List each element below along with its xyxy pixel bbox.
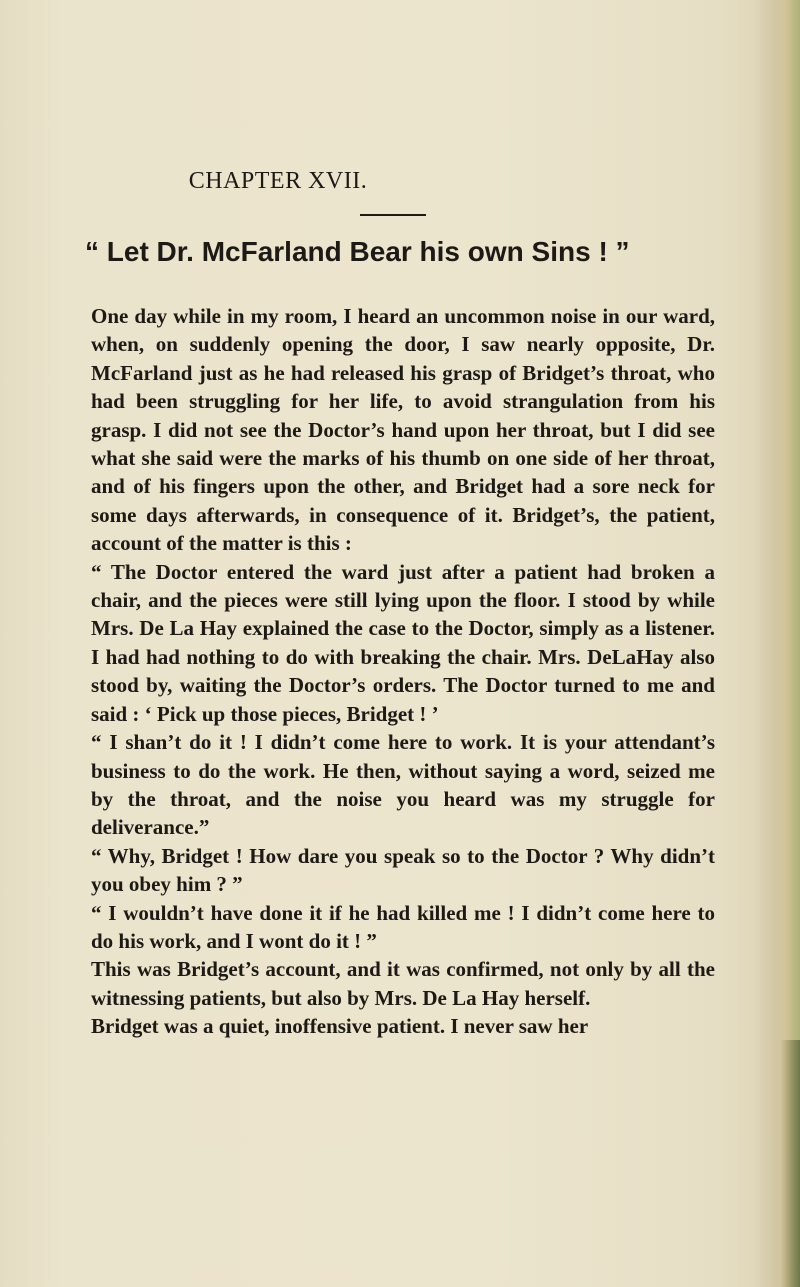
chapter-title: “ Let Dr. McFarland Bear his own Sins ! ” [85,236,630,267]
paragraph-4: “ Why, Bridget ! How dare you speak so to the Doctor ? Why didn’t you obey him ? ” [91,843,715,897]
body-text [91,302,715,1041]
paragraph-2: “ The Doctor entered the ward just after a patient had broken a chair, and the pieces were still lying upon the floor. I stood by while Mrs. De La Hay explained the case to the Doctor, simply as a listener. I had had nothing to do with breaking the chair. Mrs. DeLaHay also stood by, waiting the Doctor’s orders. The Doctor turned to me and said : ‘ Pick up those pieces, Bridget ! ’ [91,559,715,726]
chapter-number: CHAPTER XVII. [188,168,368,194]
paragraph-7: Bridget was a quiet, inoffensive patient. I never saw her [91,1014,589,1039]
page-edge-stain [780,1040,800,1287]
paragraph-5: “ I wouldn’t have done it if he had killed me ! I didn’t come here to do his work, and I wont do it ! ” [91,900,715,953]
title-divider [360,214,426,216]
paragraph-6: This was Bridget’s account, and it was confirmed, not only by all the witnessing patients, but also by Mrs. De La Hay herself. [91,957,715,1010]
paragraph-1: One day while in my room, I heard an uncommon noise in our ward, when, on suddenly opening the door, I saw nearly opposite, Dr. McFarland just as he had released his grasp of Bridget’s throat, who had been struggling for her life, to avoid strangulation from his grasp. I did not see the Doctor’s hand upon her throat, but I did see what she said were the marks of his thumb on one side of her throat, and of his fingers upon the other, and Bridget had a sore neck for some days afterwards, in consequence of it. Bridget’s, the patient, account of the matter is this : [91,304,715,556]
paragraph-3: “ I shan’t do it ! I didn’t come here to work. It is your attendant’s business to do the work. He then, without saying a word, seized me by the throat, and the noise you heard was my struggle for deliverance.” [91,730,715,840]
